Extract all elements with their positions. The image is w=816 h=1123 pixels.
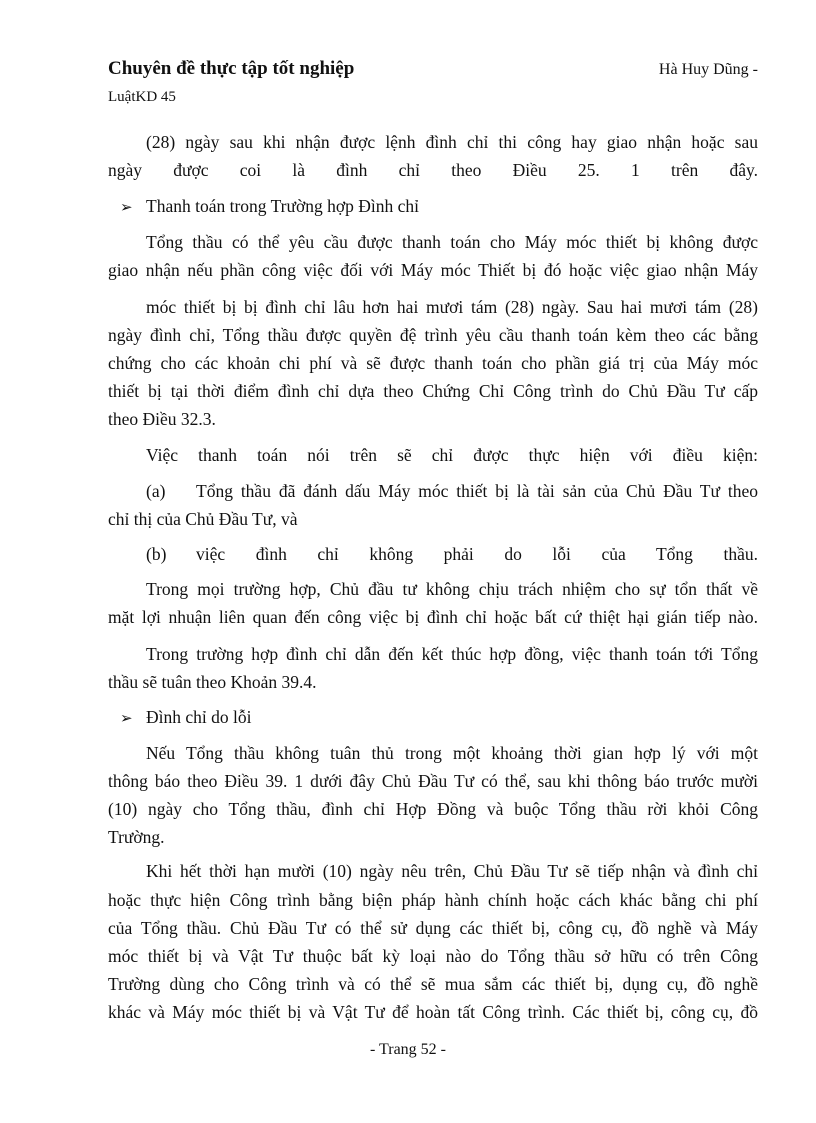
paragraph-line: thầu sẽ tuân theo Khoản 39.4. xyxy=(108,672,317,692)
arrow-bullet-icon: ➢ xyxy=(120,200,133,216)
paragraph-line: Trường dùng cho Công trình và có thể sẽ mua sắm các thiết bị, dụng cụ, đồ nghề xyxy=(108,974,758,994)
paragraph-line: chứng cho các khoản chi phí và sẽ được thanh toán cho phần giá trị của Máy móc xyxy=(108,353,758,373)
paragraph-line: giao nhận nếu phần công việc đối với Máy móc Thiết bị đó hoặc việc giao nhận Máy xyxy=(108,260,758,280)
paragraph-line: hoặc thực hiện Công trình bằng biện pháp hành chính hoặc cách khác bằng chi phí xyxy=(108,890,758,910)
paragraph-line: Trong trường hợp đình chỉ dẫn đến kết thúc hợp đồng, việc thanh toán tới Tổng xyxy=(146,644,758,664)
list-item-label: (a) xyxy=(146,481,166,501)
paragraph-line: của Tổng thầu. Chủ Đầu Tư có thể sử dụng các thiết bị, công cụ, đồ nghề và Máy xyxy=(108,918,758,938)
paragraph-line: mặt lợi nhuận liên quan đến công việc bị đình chỉ hoặc bất cứ thiệt hại gián tiếp nào. xyxy=(108,607,758,627)
class-name: LuậtKD 45 xyxy=(108,89,176,105)
paragraph-line: Việc thanh toán nói trên sẽ chỉ được thực hiện với điều kiện: xyxy=(146,445,758,465)
paragraph-line: theo Điều 32.3. xyxy=(108,409,216,429)
bullet-heading xyxy=(120,706,251,730)
paragraph-line: khác và Máy móc thiết bị và Vật Tư để hoàn tất Công trình. Các thiết bị, công cụ, đồ xyxy=(108,1002,758,1022)
list-item-label: (b) xyxy=(146,544,167,564)
paragraph-line: Tổng thầu có thể yêu cầu được thanh toán cho Máy móc thiết bị không được xyxy=(146,232,758,252)
bullet-heading-text: Thanh toán trong Trường hợp Đình chỉ xyxy=(146,196,419,216)
bullet-heading xyxy=(120,195,419,219)
paragraph-line: ngày đình chỉ, Tổng thầu được quyền đệ trình yêu cầu thanh toán kèm theo các bằng xyxy=(108,325,758,345)
list-item-text: Tổng thầu đã đánh dấu Máy móc thiết bị là tài sản của Chủ Đầu Tư theo xyxy=(196,481,758,501)
document-title: Chuyên đề thực tập tốt nghiệp xyxy=(108,58,355,79)
paragraph-line: móc thiết bị bị đình chỉ lâu hơn hai mươi tám (28) ngày. Sau hai mươi tám (28) xyxy=(146,297,758,317)
author-name: Hà Huy Dũng - xyxy=(658,61,758,78)
paragraph-line: Trường. xyxy=(108,827,165,847)
paragraph-line: (28) ngày sau khi nhận được lệnh đình chỉ thi công hay giao nhận hoặc sau xyxy=(146,132,758,152)
paragraph-line: (10) ngày cho Tổng thầu, đình chỉ Hợp Đồng và buộc Tổng thầu rời khỏi Công xyxy=(108,799,758,819)
paragraph-line: móc thiết bị và Vật Tư thuộc bất kỳ loại nào do Tổng thầu sở hữu có trên Công xyxy=(108,946,758,966)
list-item-text: việc đình chỉ không phải do lỗi của Tổng thầu. xyxy=(196,544,758,564)
paragraph-line: ngày được coi là đình chỉ theo Điều 25. 1 trên đây. xyxy=(108,160,758,180)
page-number: - Trang 52 - xyxy=(369,1041,446,1058)
paragraph-line: thiết bị tại thời điểm đình chỉ dựa theo Chứng Chỉ Công trình do Chủ Đầu Tư cấp xyxy=(108,381,758,401)
paragraph-line: Nếu Tổng thầu không tuân thủ trong một khoảng thời gian hợp lý với một xyxy=(146,743,758,763)
arrow-bullet-icon: ➢ xyxy=(120,711,133,727)
paragraph-line: Trong mọi trường hợp, Chủ đầu tư không chịu trách nhiệm cho sự tổn thất về xyxy=(146,579,758,599)
list-item-text: chỉ thị của Chủ Đầu Tư, và xyxy=(108,509,298,529)
bullet-heading-text: Đình chỉ do lỗi xyxy=(146,707,252,727)
paragraph-line: Khi hết thời hạn mười (10) ngày nêu trên, Chủ Đầu Tư sẽ tiếp nhận và đình chỉ xyxy=(146,861,758,881)
paragraph-line: thông báo theo Điều 39. 1 dưới đây Chủ Đầu Tư có thể, sau khi thông báo trước mười xyxy=(108,771,758,791)
